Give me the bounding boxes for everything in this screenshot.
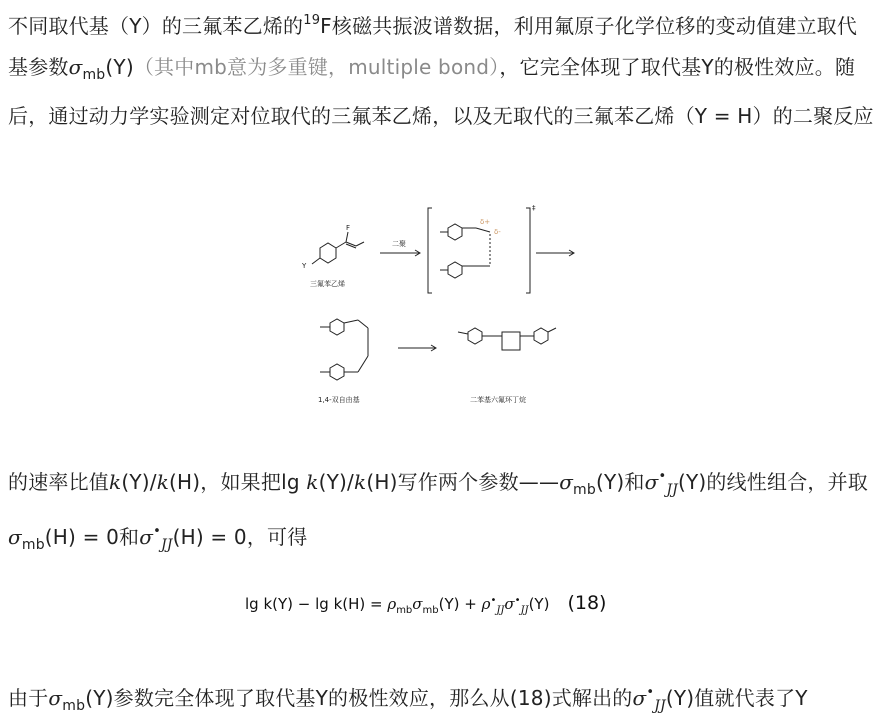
- reaction-scheme: [290, 198, 600, 410]
- label-y: Y: [302, 262, 307, 270]
- paragraph-rate: 的速率比值k(Y)/k(H)，如果把lg k(Y)/k(H)写作两个参数$——\sigma_{mb}(Y)$和$\sigma^•_{JJ}(Y)$的线性组合，并取$\sigma_{mb}(H) = 0$和$\sigma^•_{JJ}(H) = 0$，可得: [8, 469, 868, 553]
- paragraph-conclusion: 由于$\sigma_{mb}(Y)$参数完全体现了取代基Y的极性效应，那么从(18)式解出的$\sigma^•_{JJ}(Y)$值就代表了Y: [8, 685, 808, 714]
- label-delta-plus: δ+: [480, 218, 491, 226]
- paragraph-intro: 不同取代基（Y）的三氟苯乙烯的$^{19}$F核磁共振波谱数据，利用氟原子化学位移的变动值建立取代基参数$\sigma_{mb}(Y)$（其中mb意为多重键，multiple bond），它完全体现了取代基Y的极性效应。随后，通过动力学实验测定对位取代的三氟苯乙烯，以及无取代的三氟苯乙烯（Y = H）的二聚反应: [8, 13, 874, 128]
- label-delta-minus: δ-: [494, 228, 501, 236]
- label-product: 二苯基六氟环丁烷: [470, 396, 526, 404]
- label-f: F: [346, 224, 351, 232]
- label-dagger: ‡: [532, 204, 536, 212]
- parenthetical-note: （其中mb意为多重键，multiple bond）: [133, 55, 500, 79]
- equation-number: (18): [567, 592, 607, 614]
- label-dimerize: 二聚: [392, 240, 406, 248]
- equation-18: $\lg k(Y) - \lg k(H) = \rho_{mb}\sigma_{mb}(Y) + \rho^•_{JJ}\sigma^•_{JJ}(Y)$ (18): [245, 592, 607, 616]
- label-reactant: 三氟苯乙烯: [310, 280, 345, 288]
- label-diradical: 1,4-双自由基: [318, 396, 360, 404]
